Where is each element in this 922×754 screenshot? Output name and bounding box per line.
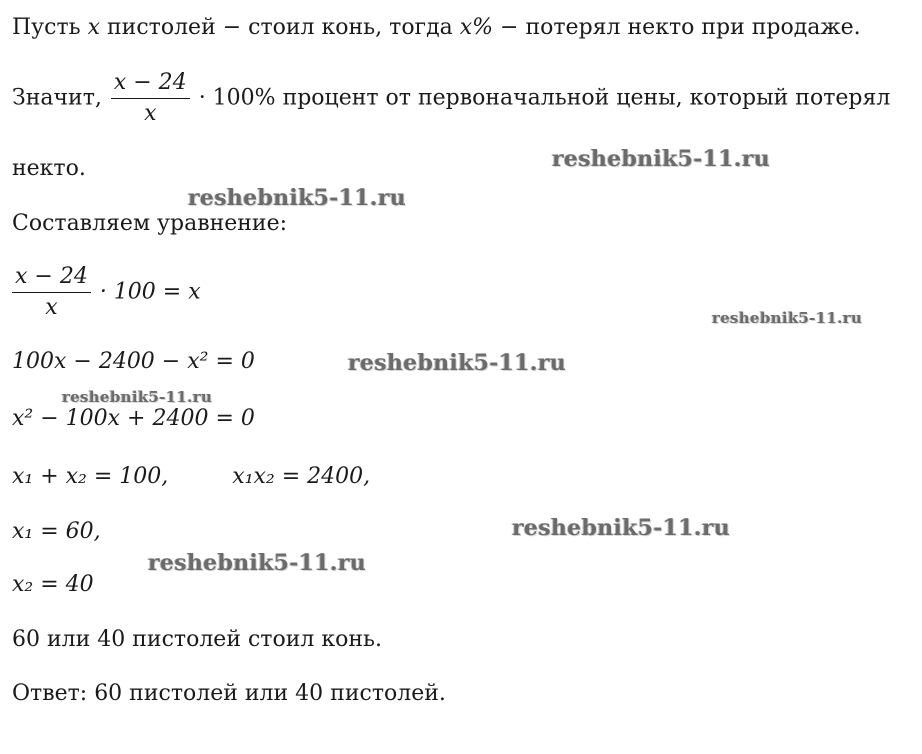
vieta-line [12, 463, 370, 491]
watermark-5: reshebnik5-11.ru [62, 388, 213, 406]
since-cont-text: некто. [12, 156, 86, 181]
intro-variable: x [87, 15, 101, 40]
watermark-2: reshebnik5-11.ru [188, 185, 407, 211]
fraction-equation-denominator: x [45, 295, 58, 320]
equation-3 [12, 405, 255, 433]
compose-text: Составляем уравнение: [12, 211, 288, 236]
watermark-3: reshebnik5-11.ru [712, 309, 863, 327]
since-line [12, 68, 890, 129]
intro-text-c: − потерял некто при продаже. [493, 15, 861, 40]
since-prefix: Значит, [12, 85, 102, 111]
conclusion-line [12, 626, 382, 654]
fraction-loss [111, 68, 190, 129]
answer-text: Ответ: 60 пистолей или 40 пистолей. [12, 681, 446, 706]
vieta-product: x₁x₂ = 2400, [232, 464, 371, 489]
since-continuation [12, 155, 86, 183]
root-1-text: x₁ = 60, [12, 519, 101, 544]
vieta-sum: x₁ + x₂ = 100, [12, 464, 169, 489]
watermark-7: reshebnik5-11.ru [148, 550, 367, 576]
answer-line [12, 680, 446, 708]
watermark-4: reshebnik5-11.ru [348, 350, 567, 376]
equation-1-rest: · 100 = x [99, 279, 201, 305]
compose-heading [12, 210, 287, 238]
fraction-equation [12, 262, 91, 323]
intro-line [12, 14, 861, 42]
since-suffix: · 100% процент от первоначальной цены, который потерял [198, 85, 891, 111]
fraction-loss-numerator: x − 24 [111, 68, 190, 99]
conclusion-text: 60 или 40 пистолей стоил конь. [12, 627, 382, 652]
watermark-6: reshebnik5-11.ru [512, 515, 731, 541]
equation-2-text: 100x − 2400 − x² = 0 [12, 349, 255, 374]
fraction-loss-denominator: x [144, 101, 157, 126]
intro-percent: x% [459, 15, 494, 40]
equation-1 [12, 262, 201, 323]
fraction-equation-numerator: x − 24 [12, 262, 91, 293]
root-2-text: x₂ = 40 [12, 572, 94, 597]
root-1 [12, 518, 101, 546]
equation-3-text: x² − 100x + 2400 = 0 [12, 406, 255, 431]
intro-text-b: пистолей − стоил конь, тогда [100, 15, 460, 40]
root-2 [12, 571, 94, 599]
watermark-1: reshebnik5-11.ru [552, 146, 771, 172]
equation-2 [12, 348, 255, 376]
intro-text-a: Пусть [12, 15, 88, 40]
